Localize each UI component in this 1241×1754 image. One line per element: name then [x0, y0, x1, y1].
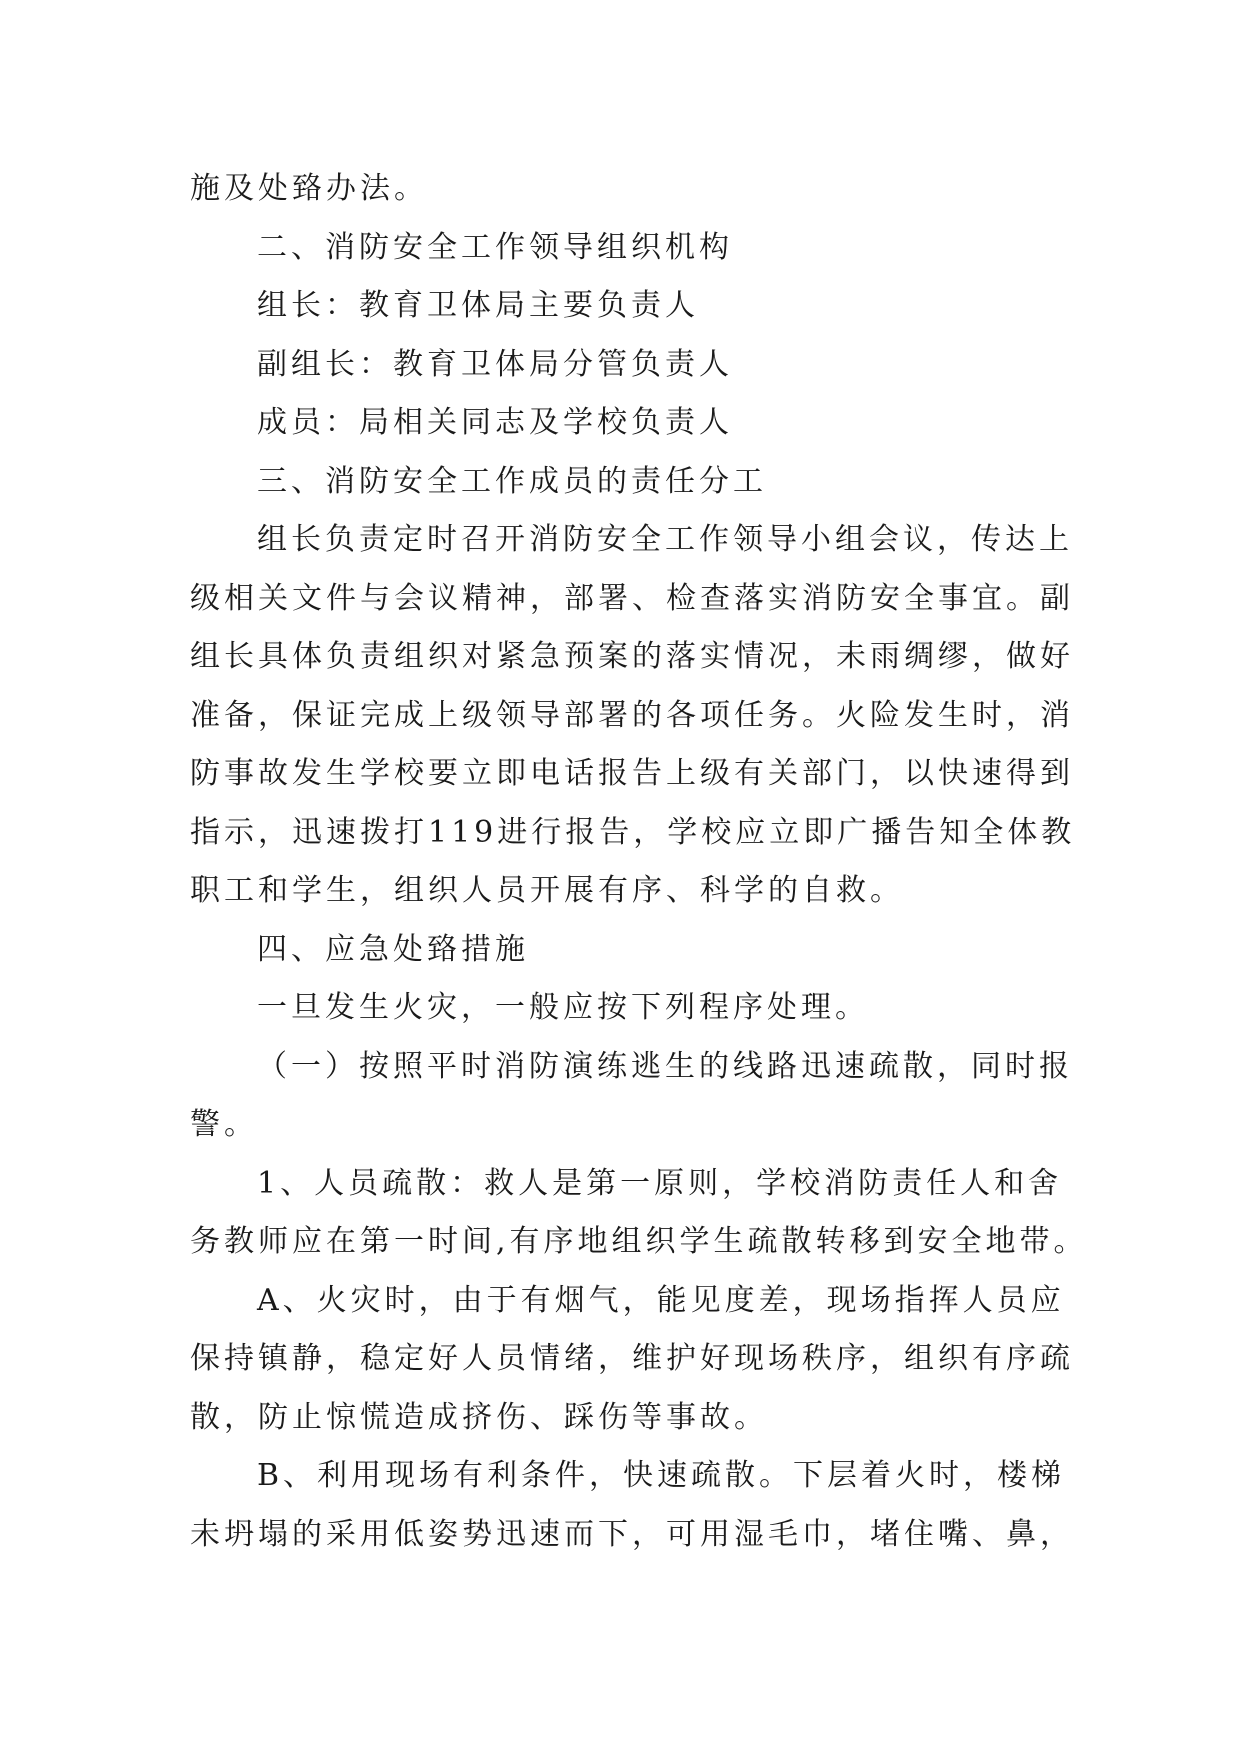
text-line: 三、消防安全工作成员的责任分工: [257, 463, 767, 499]
text-line: 成员：局相关同志及学校负责人: [257, 405, 733, 440]
text-line: 指示，迅速拨打119进行报告，学校应立即广播告知全体教: [190, 814, 1076, 850]
text-line: 施及处臵办法。: [190, 171, 428, 206]
text-line: 散，防止惊慌造成挤伤、踩伤等事故。: [190, 1399, 768, 1435]
text-line: 职工和学生，组织人员开展有序、科学的自救。: [190, 873, 904, 908]
text-line: 一旦发生火灾，一般应按下列程序处理。: [257, 990, 869, 1025]
text-line: 警。: [190, 1107, 258, 1142]
text-line: （一）按照平时消防演练逃生的线路迅速疏散，同时报: [257, 1048, 1073, 1084]
text-line: 准备，保证完成上级领导部署的各项任务。火险发生时，消: [190, 697, 1074, 733]
text-line: 防事故发生学校要立即电话报告上级有关部门，以快速得到: [190, 756, 1074, 791]
text-line: 副组长：教育卫体局分管负责人: [257, 346, 733, 382]
text-line: 1、人员疏散：救人是第一原则，学校消防责任人和舍: [257, 1165, 1063, 1201]
text-line: 组长具体负责组织对紧急预案的落实情况，未雨绸缪，做好: [190, 639, 1074, 674]
text-line: 务教师应在第一时间,有序地组织学生疏散转移到安全地带。: [190, 1224, 1088, 1259]
text-line: 保持镇静，稳定好人员情绪，维护好现场秩序，组织有序疏: [190, 1341, 1074, 1376]
text-line: 未坍塌的采用低姿势迅速而下，可用湿毛巾，堵住嘴、鼻，: [190, 1516, 1074, 1552]
document-body: [190, 160, 1088, 1564]
text-line: A、火灾时，由于有烟气，能见度差，现场指挥人员应: [257, 1282, 1065, 1318]
text-line: 组长负责定时召开消防安全工作领导小组会议，传达上: [257, 522, 1073, 557]
text-line: B、利用现场有利条件，快速疏散。下层着火时，楼梯: [257, 1458, 1066, 1493]
text-line: 四、应急处臵措施: [257, 931, 529, 967]
text-line: 二、消防安全工作领导组织机构: [257, 229, 733, 265]
text-line: 级相关文件与会议精神，部署、检查落实消防安全事宜。副: [190, 580, 1074, 616]
text-line: 组长：教育卫体局主要负责人: [257, 288, 699, 323]
